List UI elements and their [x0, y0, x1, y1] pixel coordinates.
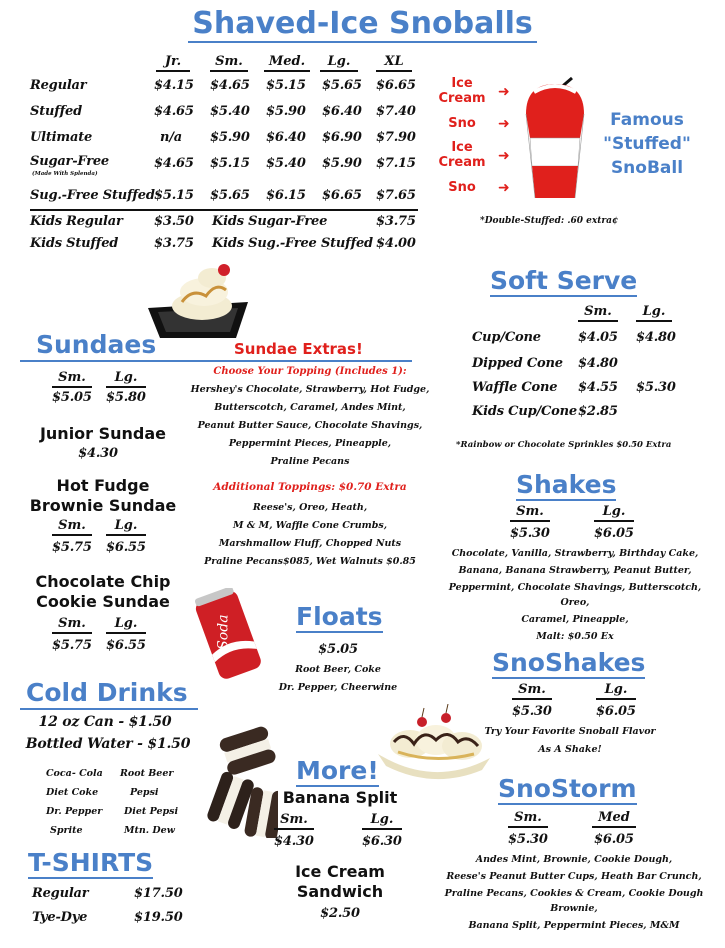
col-header-sm: Sm.	[512, 682, 552, 700]
brownie-sundae-prices	[46, 518, 156, 558]
col-header-lg: Lg.	[106, 616, 146, 634]
snoball-price: $5.40	[210, 104, 250, 119]
arrow-icon: ➜	[498, 84, 510, 100]
sundaes-title-rule	[20, 360, 412, 362]
snoball-price: $7.65	[376, 188, 416, 203]
snoball-price: $4.65	[210, 78, 250, 93]
soft-serve-item: Waffle Cone	[472, 380, 558, 395]
soft-serve-item: Kids Cup/Cone	[472, 404, 577, 419]
shakes-prices	[500, 504, 650, 544]
soft-serve-item: Dipped Cone	[472, 356, 563, 371]
sundae-price: $6.55	[106, 540, 146, 555]
topping-line: Hershey's Chocolate, Strawberry, Hot Fudge,	[190, 384, 430, 395]
stuffed-diagram	[430, 76, 710, 206]
sundae-price: $5.80	[106, 390, 146, 405]
snoball-price: $5.15	[154, 188, 194, 203]
soft-serve-price: $5.30	[636, 380, 676, 395]
section-title-text: SnoShakes	[492, 648, 646, 677]
junior-sundae-price: $4.30	[78, 446, 118, 461]
cookie-sundae-line1: Chocolate Chip	[35, 572, 171, 591]
floats-price: $5.05	[318, 642, 358, 657]
snostorm-price: $5.30	[508, 832, 548, 847]
snoball-table	[30, 54, 430, 254]
col-header-lg: Lg.	[106, 370, 146, 388]
sundaes-prices	[46, 370, 156, 410]
section-title-text: Soft Serve	[490, 266, 638, 295]
section-title-text: T-SHIRTS	[28, 848, 154, 877]
extras-choose-title: Choose Your Topping (Includes 1):	[213, 366, 407, 377]
page-title-text: Shaved-Ice Snoballs	[188, 6, 537, 43]
section-title-more	[296, 756, 379, 786]
flavor-line: Banana Split, Peppermint Pieces, M&M	[468, 920, 680, 931]
cold-drinks-title-rule	[20, 708, 198, 710]
floats-flavor-line: Root Beer, Coke	[295, 664, 381, 675]
snostorm-flavor-list	[428, 852, 720, 933]
soft-serve-price: $4.80	[578, 356, 618, 371]
col-header-lg: Lg.	[594, 504, 634, 522]
snostorm-price: $6.05	[594, 832, 634, 847]
soda-can-image	[186, 588, 270, 680]
extras-additional-list	[180, 500, 440, 569]
flavor-line: Andes Mint, Brownie, Cookie Dough,	[475, 854, 673, 865]
snoball-price: $5.65	[210, 188, 250, 203]
soft-serve-price: $2.85	[578, 404, 618, 419]
floats-flavor-line: Dr. Pepper, Cheerwine	[278, 682, 398, 693]
drink-item: Dr. Pepper	[46, 806, 103, 817]
water-price: Bottled Water - $1.50	[25, 736, 191, 752]
topping-line: Praline Pecans	[270, 456, 350, 467]
snoshakes-note-line: As A Shake!	[538, 744, 602, 755]
banana-split-image	[374, 704, 494, 782]
kids-price: $3.50	[154, 214, 194, 229]
section-title-soft-serve	[490, 266, 637, 296]
section-title-sundaes	[36, 330, 156, 360]
topping-line: Peanut Butter Sauce, Chocolate Shavings,	[197, 420, 423, 431]
snoball-price: $5.40	[266, 156, 306, 171]
shake-price: $5.30	[510, 526, 550, 541]
brownie-sundae-line2: Brownie Sundae	[29, 496, 177, 515]
drink-item: Pepsi	[130, 787, 159, 798]
col-header-sm: Sm.	[210, 54, 248, 72]
snoball-row-sublabel: (Made With Splenda)	[32, 171, 98, 177]
col-header-lg: Lg.	[596, 682, 636, 700]
layer-label-text: Sno	[448, 116, 476, 131]
snoball-price: $5.90	[322, 156, 362, 171]
layer-label-text: Ice Cream	[438, 76, 486, 106]
snostorm-prices	[504, 810, 654, 852]
sprinkles-note: *Rainbow or Chocolate Sprinkles $0.50 Extra	[456, 440, 672, 450]
snoball-price: $7.15	[376, 156, 416, 171]
col-header-sm: Sm.	[274, 812, 314, 830]
drinks-col-1	[46, 764, 112, 840]
flavor-line: Malt: $0.50 Ex	[536, 631, 614, 642]
kids-label: Kids Stuffed	[30, 236, 119, 251]
snoball-price: $5.90	[210, 130, 250, 145]
drink-item: Diet Coke	[46, 787, 99, 798]
stuffed-caption: Famous "Stuffed" SnoBall	[603, 110, 691, 178]
layer-label-text: Sno	[448, 180, 476, 195]
col-header-sm: Sm.	[578, 304, 618, 322]
snoball-row-label: Stuffed	[30, 104, 82, 119]
double-stuffed-note: *Double-Stuffed: .60 extra¢	[480, 216, 619, 226]
arrow-icon: ➜	[498, 148, 510, 164]
section-title-text: Floats	[296, 602, 383, 631]
flavor-line: Reese's Peanut Butter Cups, Heath Bar Crunch,	[446, 871, 702, 882]
tshirt-price: $19.50	[134, 910, 183, 925]
snoball-price: $5.15	[266, 78, 306, 93]
snoball-price: $6.65	[376, 78, 416, 93]
extras-additional-title: Additional Toppings: $0.70 Extra	[213, 481, 407, 493]
col-header-sm: Sm.	[52, 370, 92, 388]
layer-label-ice-cream	[430, 140, 494, 170]
page-title	[0, 6, 725, 42]
snoball-price: $7.40	[376, 104, 416, 119]
tshirt-type: Tye-Dye	[32, 910, 88, 925]
arrow-icon: ➜	[498, 180, 510, 196]
tshirt-price: $17.50	[134, 886, 183, 901]
col-header-sm: Sm.	[510, 504, 550, 522]
soft-serve-item: Cup/Cone	[472, 330, 541, 345]
topping-line: Reese's, Oreo, Heath,	[252, 502, 368, 513]
topping-line: M & M, Waffle Cone Crumbs,	[232, 520, 388, 531]
ice-cream-sandwich-name	[262, 862, 418, 902]
banana-split-prices	[272, 812, 412, 854]
layer-label-text: Ice Cream	[438, 140, 486, 170]
divider	[30, 209, 418, 211]
col-header-med: Med.	[264, 54, 310, 72]
topping-line: Peppermint Pieces, Pineapple,	[228, 438, 392, 449]
snoball-cup-icon	[520, 76, 590, 206]
junior-sundae-name: Junior Sundae	[39, 424, 167, 443]
col-header-xl: XL	[376, 54, 412, 72]
extras-choose-list	[180, 382, 440, 469]
section-title-text: Sundaes	[36, 330, 157, 359]
snoshakes-note-line: Try Your Favorite Snoball Flavor	[484, 726, 656, 737]
section-title-text: Cold Drinks	[26, 678, 188, 707]
snoball-price: $6.15	[266, 188, 306, 203]
brownie-sundae-line1: Hot Fudge	[56, 476, 150, 495]
snoball-price: n/a	[160, 130, 183, 145]
kids-price: $3.75	[376, 214, 416, 229]
layer-label-ice-cream	[430, 76, 494, 106]
sundae-image	[146, 262, 252, 340]
banana-split-price: $4.30	[274, 834, 314, 849]
drink-item: Mtn. Dew	[124, 825, 175, 836]
kids-price: $3.75	[154, 236, 194, 251]
drink-item: Coca- Cola	[46, 768, 103, 779]
snoball-price: $4.65	[154, 104, 194, 119]
section-title-cold-drinks	[26, 678, 188, 708]
ice-cream-sandwich-image	[204, 726, 278, 838]
col-header-jr: Jr.	[156, 54, 190, 72]
topping-line: Praline Pecans$085, Wet Walnuts $0.85	[204, 556, 416, 567]
soft-serve-price: $4.80	[636, 330, 676, 345]
brownie-sundae-name	[10, 476, 196, 516]
tshirt-type: Regular	[32, 886, 89, 901]
flavor-line: Caramel, Pineapple,	[521, 614, 629, 625]
snoball-price: $6.65	[322, 188, 362, 203]
snoball-price: $5.15	[210, 156, 250, 171]
col-header-lg: Lg.	[106, 518, 146, 536]
soft-serve-price: $4.05	[578, 330, 618, 345]
col-header-sm: Sm.	[52, 518, 92, 536]
layer-label-sno	[430, 180, 494, 195]
section-title-snostorm	[498, 774, 637, 804]
drinks-col-2	[120, 764, 186, 840]
shakes-flavor-list	[440, 546, 710, 644]
section-title-text: Shakes	[516, 470, 617, 499]
section-title-tshirts	[28, 848, 153, 878]
section-title-snoshakes	[492, 648, 645, 678]
snoball-price: $6.40	[322, 104, 362, 119]
snoball-price: $6.40	[266, 130, 306, 145]
drink-item: Root Beer	[120, 768, 174, 779]
extras-title: Sundae Extras!	[234, 340, 363, 358]
snoball-row-label: Sugar-Free	[30, 154, 109, 169]
col-header-sm: Sm.	[52, 616, 92, 634]
snoball-row-label: Sug.-Free Stuffed	[30, 188, 155, 203]
flavor-line: Chocolate, Vanilla, Strawberry, Birthday Cake,	[451, 548, 699, 559]
flavor-line: Banana, Banana Strawberry, Peanut Butter,	[458, 565, 692, 576]
snoball-price: $4.15	[154, 78, 194, 93]
snoball-price: $7.90	[376, 130, 416, 145]
snoball-price: $5.65	[322, 78, 362, 93]
sundae-price: $5.75	[52, 638, 92, 653]
sundae-price: $5.05	[52, 390, 92, 405]
snoball-row-label: Ultimate	[30, 130, 93, 145]
col-header-lg: Lg.	[362, 812, 402, 830]
kids-label: Kids Sugar-Free	[212, 214, 328, 229]
kids-price: $4.00	[376, 236, 416, 251]
flavor-line: Praline Pecans, Cookies & Cream, Cookie Dough Brownie,	[444, 888, 704, 914]
ice-cream-sandwich-price: $2.50	[320, 906, 360, 921]
snoshake-price: $6.05	[596, 704, 636, 719]
cookie-sundae-line2: Cookie Sundae	[36, 592, 170, 611]
arrow-icon: ➜	[498, 116, 510, 132]
col-header-lg: Lg.	[636, 304, 672, 322]
kids-label: Kids Regular	[30, 214, 123, 229]
kids-label: Kids Sug.-Free Stuffed	[212, 236, 373, 251]
drink-item: Diet Pepsi	[124, 806, 179, 817]
snoball-row-label: Regular	[30, 78, 87, 93]
soft-serve-price: $4.55	[578, 380, 618, 395]
snoshake-price: $5.30	[512, 704, 552, 719]
sundae-price: $5.75	[52, 540, 92, 555]
topping-line: Marshmallow Fluff, Chopped Nuts	[218, 538, 402, 549]
section-title-text: More!	[296, 756, 379, 785]
banana-split-name: Banana Split	[282, 788, 398, 807]
section-title-shakes	[516, 470, 616, 500]
can-price: 12 oz Can - $1.50	[38, 714, 172, 730]
snoball-price: $4.65	[154, 156, 194, 171]
ice-cream-sandwich-line1: Ice Cream	[295, 862, 385, 881]
soft-serve-table	[470, 300, 690, 430]
snoball-price: $5.90	[266, 104, 306, 119]
layer-label-sno	[430, 116, 494, 131]
snoshakes-prices	[500, 682, 650, 722]
section-title-floats	[296, 602, 383, 632]
topping-line: Butterscotch, Caramel, Andes Mint,	[214, 402, 406, 413]
sundae-price: $6.55	[106, 638, 146, 653]
cookie-sundae-prices	[46, 616, 156, 656]
shake-price: $6.05	[594, 526, 634, 541]
banana-split-price: $6.30	[362, 834, 402, 849]
col-header-lg: Lg.	[320, 54, 358, 72]
cookie-sundae-name	[10, 572, 196, 612]
col-header-med: Med	[592, 810, 636, 828]
section-title-text: SnoStorm	[498, 774, 637, 803]
snoball-price: $6.90	[322, 130, 362, 145]
col-header-sm: Sm.	[508, 810, 548, 828]
flavor-line: Peppermint, Chocolate Shavings, Butterscotch, Oreo,	[448, 582, 702, 608]
soda-can-label: Soda	[215, 614, 232, 650]
drink-item: Sprite	[50, 825, 83, 836]
ice-cream-sandwich-line2: Sandwich	[296, 882, 384, 901]
